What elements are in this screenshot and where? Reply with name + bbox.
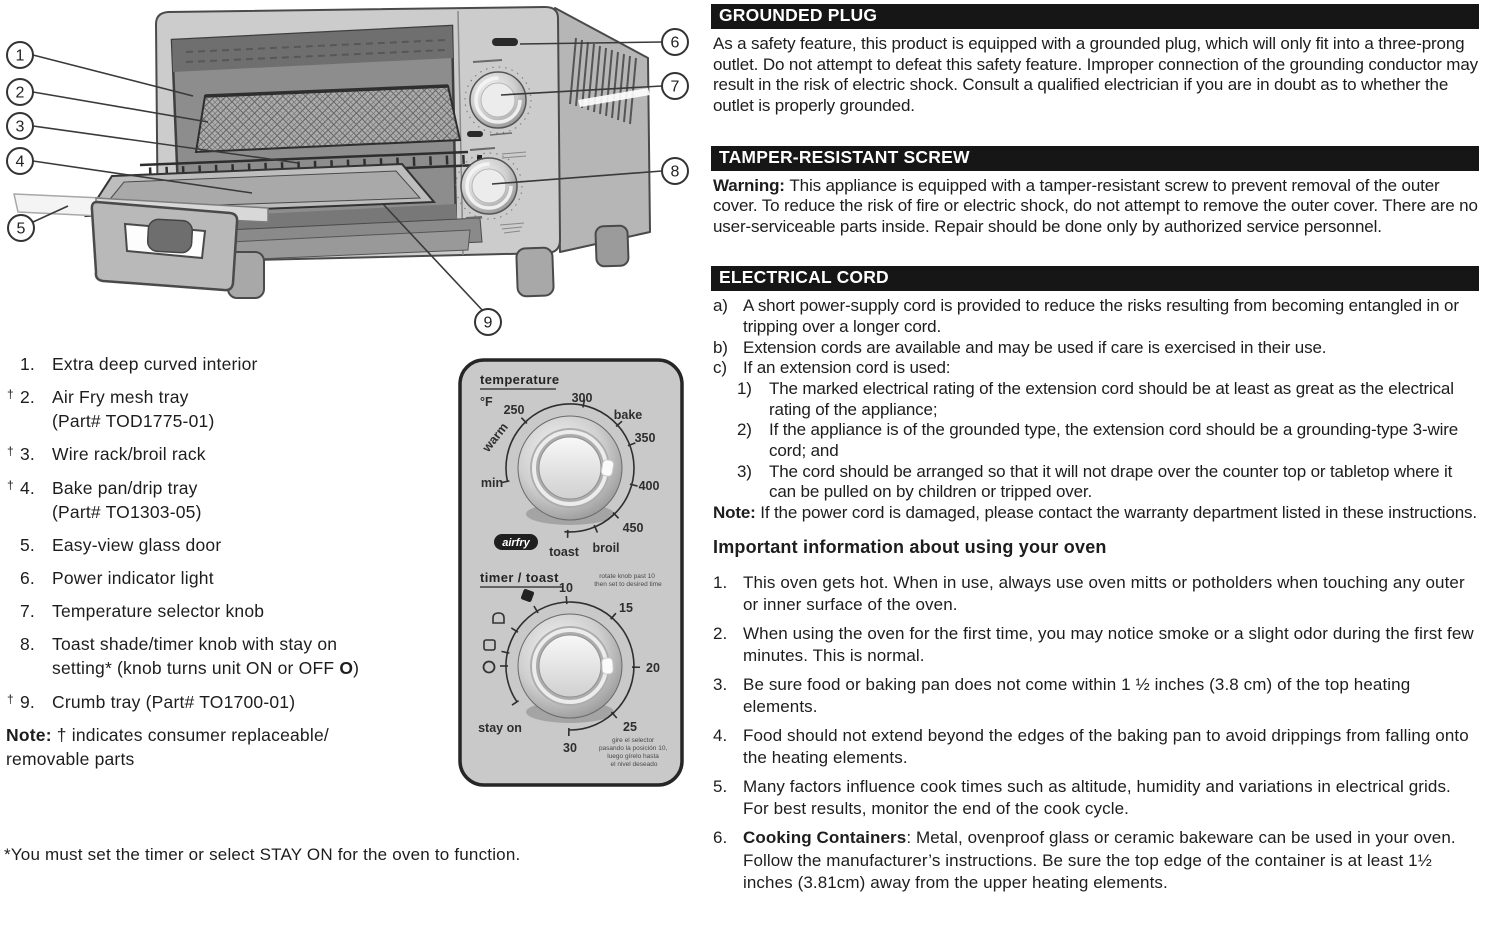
important-info-item: [713, 623, 1479, 667]
text-segment: This oven gets hot. When in use, always use oven mitts or potholders when touching any outer or inner surface of the oven.: [743, 572, 1465, 614]
text-segment: As a safety feature, this product is equipped with a grounded plug, which will only fit into a three-prong outlet. Do not attempt to defeat this safety feature. Improper connection of the grounding conductor may result in the risk of electric shock. Consult a qualified electrician if you are in doubt as to whether the outlet is properly grounded.: [713, 34, 1478, 115]
section-header-text: GROUNDED PLUG: [719, 5, 878, 25]
text-segment: Toast shade/timer knob with stay on: [52, 634, 338, 655]
text-segment: Air Fry mesh tray: [52, 387, 189, 408]
parts-item-line: [52, 442, 442, 466]
text-segment: Wire rack/broil rack: [52, 444, 206, 465]
callout-4: [7, 148, 33, 174]
grounded-plug-text: [713, 34, 1479, 117]
callout-9: [475, 309, 501, 335]
parts-list-item: [6, 599, 442, 623]
knob-pointer-notch: [602, 658, 614, 675]
item-number: 3.: [713, 674, 728, 694]
min-label: min: [480, 476, 504, 490]
item-number: 9.: [20, 691, 35, 712]
section-header-grounded-plug: [711, 4, 1479, 29]
item-number: 6.: [20, 567, 35, 588]
text-segment: A short power-supply cord is provided to reduce the risks resulting from becoming entangled in or tripping over a longer cord.: [743, 296, 1459, 337]
item-marker: b): [713, 337, 728, 357]
text-segment: Food should not extend beyond the edges of the baking pan to avoid drippings from falling onto the heating elements.: [743, 726, 1469, 768]
temperature-label: temperature: [480, 372, 560, 387]
time-30: 30: [563, 741, 577, 755]
callout-5: [8, 215, 34, 241]
text-segment: Cooking Containers: [743, 828, 907, 848]
parts-list-item: [6, 566, 442, 590]
callout-7: [662, 73, 688, 99]
parts-note: [6, 723, 442, 771]
important-info-item: [713, 674, 1479, 718]
text-segment: If the power cord is damaged, please contact the warranty department listed in these instructions.: [760, 502, 1477, 522]
parts-list-item: [6, 632, 442, 680]
text-segment: ): [353, 658, 360, 679]
tamper-screw-text: [713, 176, 1479, 238]
parts-note-line: [6, 747, 442, 771]
electrical-cord-item: [713, 296, 1479, 337]
item-number: 1.: [20, 354, 35, 374]
section-header-text: TAMPER-RESISTANT SCREW: [719, 146, 970, 167]
section-header-tamper-screw: [711, 146, 1479, 171]
important-info-list: [713, 572, 1479, 894]
item-number: 8.: [20, 634, 35, 655]
svg-text:1: 1: [15, 47, 25, 65]
toaster-oven-illustration: [0, 0, 700, 350]
text-segment: Note:: [6, 724, 57, 745]
svg-text:2: 2: [15, 84, 25, 102]
callout-1: [7, 42, 33, 68]
parts-item-line: [52, 352, 442, 376]
svg-text:6: 6: [670, 34, 680, 52]
time-15: 15: [619, 601, 633, 615]
timer-toast-label: timer / toast: [480, 570, 559, 585]
parts-list-item: [6, 385, 442, 433]
parts-list-item: [6, 476, 442, 524]
svg-text:3: 3: [15, 118, 25, 136]
text-segment: O: [339, 658, 354, 679]
temp-450: 450: [622, 521, 644, 535]
item-marker: a): [713, 296, 728, 316]
text-segment: (Part# TOD1775-01): [52, 411, 215, 432]
text-segment: Crumb tray (Part# TO1700-01): [52, 691, 296, 712]
svg-text:airfry: airfry: [502, 537, 530, 549]
item-number: 7.: [20, 601, 35, 622]
electrical-cord-item: [713, 358, 1479, 379]
dagger-mark: †: [7, 477, 14, 492]
power-indicator-light: [492, 38, 518, 46]
callout-3: [7, 113, 33, 139]
time-25: 25: [623, 720, 637, 734]
item-number: 2.: [20, 387, 35, 408]
text-segment: Warning:: [713, 175, 790, 195]
item-number: 4.: [713, 726, 728, 746]
dagger-mark: †: [7, 387, 14, 402]
degrees-f-label: °F: [480, 395, 493, 409]
text-segment: Many factors influence cook times such as altitude, humidity and variations in electrical grids. For best results, monitor the end of the cook cycle.: [743, 777, 1451, 819]
text-segment: removable parts: [6, 748, 135, 769]
item-marker: 2): [737, 420, 752, 440]
section-header-electrical-cord: [711, 266, 1479, 291]
svg-text:8: 8: [670, 163, 680, 181]
text-segment: If the appliance is of the grounded type, the extension cord should be a grounding-type 3-wire cord; and: [769, 420, 1459, 460]
item-number: 5.: [713, 777, 728, 797]
text-segment: † indicates consumer replaceable/: [56, 724, 329, 745]
toast-label: toast: [549, 545, 579, 559]
electrical-cord-note: [713, 503, 1479, 524]
airfry-badge: [494, 534, 538, 550]
electrical-cord-item: [713, 462, 1479, 503]
parts-item-line: [52, 385, 442, 409]
item-marker: 1): [737, 379, 752, 399]
parts-list: [6, 352, 442, 771]
item-marker: c): [713, 358, 727, 378]
text-segment: : Metal, ovenproof glass or ceramic bakeware can be used in your oven. Follow the manufacturer’s instructions. Be sure the top edge of the container is at least 1½ inches (3.81cm) away from the upper heating elements.: [743, 828, 1456, 892]
text-segment: Bake pan/drip tray: [52, 477, 198, 498]
parts-item-line: [52, 690, 442, 714]
dagger-mark: †: [7, 691, 14, 706]
item-number: 6.: [713, 828, 728, 848]
callout-6: [662, 29, 688, 55]
air-fry-mesh-tray: [196, 86, 460, 152]
timer-footnote: *You must set the timer or select STAY ON for the oven to function.: [4, 845, 521, 864]
parts-list-item: [6, 690, 442, 714]
parts-list-item: [6, 442, 442, 466]
item-number: 2.: [713, 623, 728, 643]
parts-item-line: [52, 632, 442, 656]
dagger-mark: †: [7, 444, 14, 459]
spanish-note: gire el selector pasando la posición 10, luego gírelo hasta el nivel deseado: [598, 737, 668, 768]
important-info-item: [713, 827, 1479, 893]
electrical-cord-list: [713, 296, 1479, 502]
text-segment: If an extension cord is used:: [743, 358, 951, 378]
important-info-item: [713, 725, 1479, 769]
callout-8: [662, 158, 688, 184]
text-segment: This appliance is equipped with a tamper-resistant screw to prevent removal of the outer cover. To reduce the risk of fire or electric shock, do not attempt to remove the outer cover. There are no user-serviceable parts inside. Repair should be done only by authorized service personnel.: [713, 175, 1478, 236]
callout-2: [7, 79, 33, 105]
svg-text:4: 4: [15, 153, 25, 171]
parts-item-line: [52, 476, 442, 500]
svg-text:9: 9: [483, 314, 493, 332]
rotate-note: rotate knob past 10 then set to desired time: [594, 573, 662, 588]
section-header-text: ELECTRICAL CORD: [719, 267, 889, 288]
item-number: 4.: [20, 477, 35, 498]
knob-pointer-notch: [601, 459, 615, 477]
temperature-knob: [518, 416, 622, 520]
parts-item-line: [52, 533, 442, 557]
text-segment: The marked electrical rating of the extension cord should be at least as great as the electrical rating of the appliance;: [769, 379, 1454, 419]
glass-door: [14, 194, 268, 290]
item-number: 1.: [713, 572, 728, 592]
time-20: 20: [646, 661, 660, 675]
text-segment: The cord should be arranged so that it will not drape over the counter top or tabletop where it can be pulled on by children or tripped over.: [769, 461, 1453, 502]
text-segment: Extension cords are available and may be used if care is exercised in their use.: [743, 337, 1327, 357]
text-segment: Extra deep curved interior: [52, 354, 258, 374]
temp-250: 250: [503, 403, 525, 417]
temp-350: 350: [634, 431, 656, 445]
parts-item-line: [52, 409, 442, 433]
stay-on-label: stay on: [478, 721, 522, 735]
text-segment: Temperature selector knob: [52, 601, 265, 622]
parts-item-line: [52, 566, 442, 590]
text-segment: Power indicator light: [52, 567, 214, 588]
important-info-item: [713, 776, 1479, 820]
parts-list-item: [6, 352, 442, 376]
control-panel-illustration: [456, 356, 686, 789]
parts-item-line: [52, 599, 442, 623]
important-info-heading: Important information about using your oven: [713, 536, 1107, 557]
electrical-cord-item: [713, 420, 1479, 461]
text-segment: (Part# TO1303-05): [52, 501, 202, 522]
important-info-item: [713, 572, 1479, 616]
parts-item-line: [52, 656, 442, 680]
bake-label: bake: [613, 408, 643, 422]
broil-label: broil: [592, 541, 620, 555]
text-segment: Be sure food or baking pan does not come within 1 ½ inches (3.8 cm) of the top heating elements.: [743, 674, 1411, 716]
item-number: 5.: [20, 534, 35, 555]
item-marker: 3): [737, 461, 752, 481]
timer-knob: [518, 614, 622, 718]
text-segment: Easy-view glass door: [52, 534, 222, 555]
text-segment: When using the oven for the first time, you may notice smoke or a slight odor during the first few minutes. This is normal.: [743, 623, 1474, 665]
door-handle-grip: [147, 219, 193, 253]
svg-text:5: 5: [16, 220, 26, 238]
temp-300: 300: [571, 391, 593, 405]
parts-list-item: [6, 533, 442, 557]
item-number: 3.: [20, 444, 35, 465]
airfry-badge-small: [467, 131, 483, 137]
warm-label: warm: [479, 420, 511, 455]
temp-400: 400: [638, 479, 660, 493]
text-segment: setting* (knob turns unit ON or OFF: [52, 658, 340, 679]
safety-instructions-column: [711, 4, 1479, 901]
electrical-cord-item: [713, 338, 1479, 359]
electrical-cord-item: [713, 379, 1479, 420]
parts-item-line: [52, 500, 442, 524]
svg-text:7: 7: [670, 78, 680, 96]
parts-note-line: [6, 723, 442, 747]
text-segment: Note:: [713, 502, 761, 522]
oven-side-panel: [555, 8, 650, 252]
time-10: 10: [559, 581, 573, 595]
